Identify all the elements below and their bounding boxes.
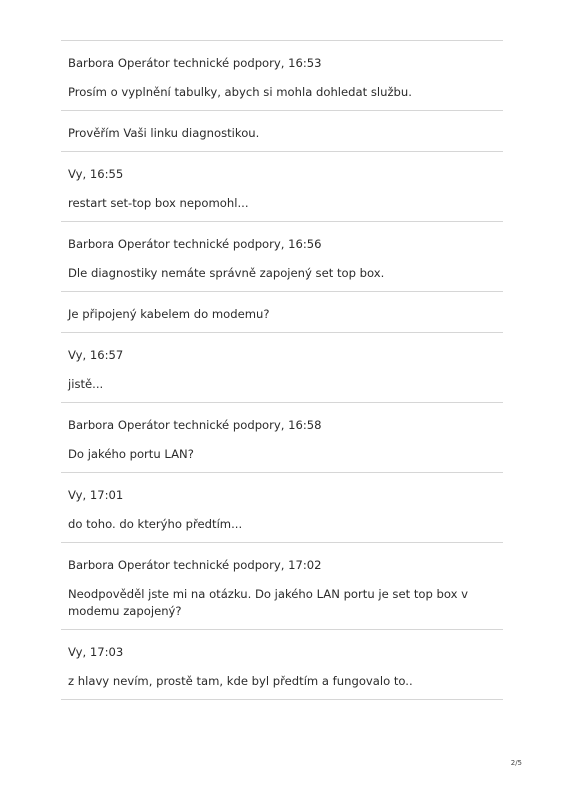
- message-header: Vy, 16:57: [68, 348, 124, 362]
- message-header: Barbora Operátor technické podpory, 17:02: [68, 558, 322, 572]
- chat-transcript: [61, 40, 503, 700]
- message-header: Vy, 16:55: [68, 167, 124, 181]
- message-block: [61, 332, 503, 402]
- message-text: do toho. do kterýho předtím...: [68, 517, 243, 531]
- message-block: [61, 472, 503, 542]
- message-header: Barbora Operátor technické podpory, 16:56: [68, 237, 322, 251]
- message-text: z hlavy nevím, prostě tam, kde byl předtím a fungovalo to..: [68, 674, 413, 688]
- message-block: [61, 402, 503, 472]
- message-header: Vy, 17:01: [68, 488, 124, 502]
- message-block: [61, 221, 503, 291]
- message-block: [61, 291, 503, 332]
- message-text: Dle diagnostiky nemáte správně zapojený set top box.: [68, 266, 385, 280]
- message-header: Barbora Operátor technické podpory, 16:53: [68, 56, 322, 70]
- message-header: Barbora Operátor technické podpory, 16:58: [68, 418, 322, 432]
- message-header: Vy, 17:03: [68, 645, 124, 659]
- message-text: jistě...: [68, 377, 104, 391]
- message-text: restart set-top box nepomohl...: [68, 196, 249, 210]
- message-text: Prověřím Vaši linku diagnostikou.: [68, 126, 260, 140]
- message-text: Neodpověděl jste mi na otázku. Do jakého LAN portu je set top box v modemu zapojený?: [68, 587, 469, 618]
- message-block: [61, 629, 503, 700]
- message-text: Je připojený kabelem do modemu?: [68, 307, 270, 321]
- message-block: [61, 40, 503, 110]
- message-text: Prosím o vyplnění tabulky, abych si mohla dohledat službu.: [68, 85, 412, 99]
- page-number: 2/5: [510, 759, 522, 767]
- message-block: [61, 151, 503, 221]
- message-text: Do jakého portu LAN?: [68, 447, 194, 461]
- message-block: [61, 110, 503, 151]
- message-block: [61, 542, 503, 629]
